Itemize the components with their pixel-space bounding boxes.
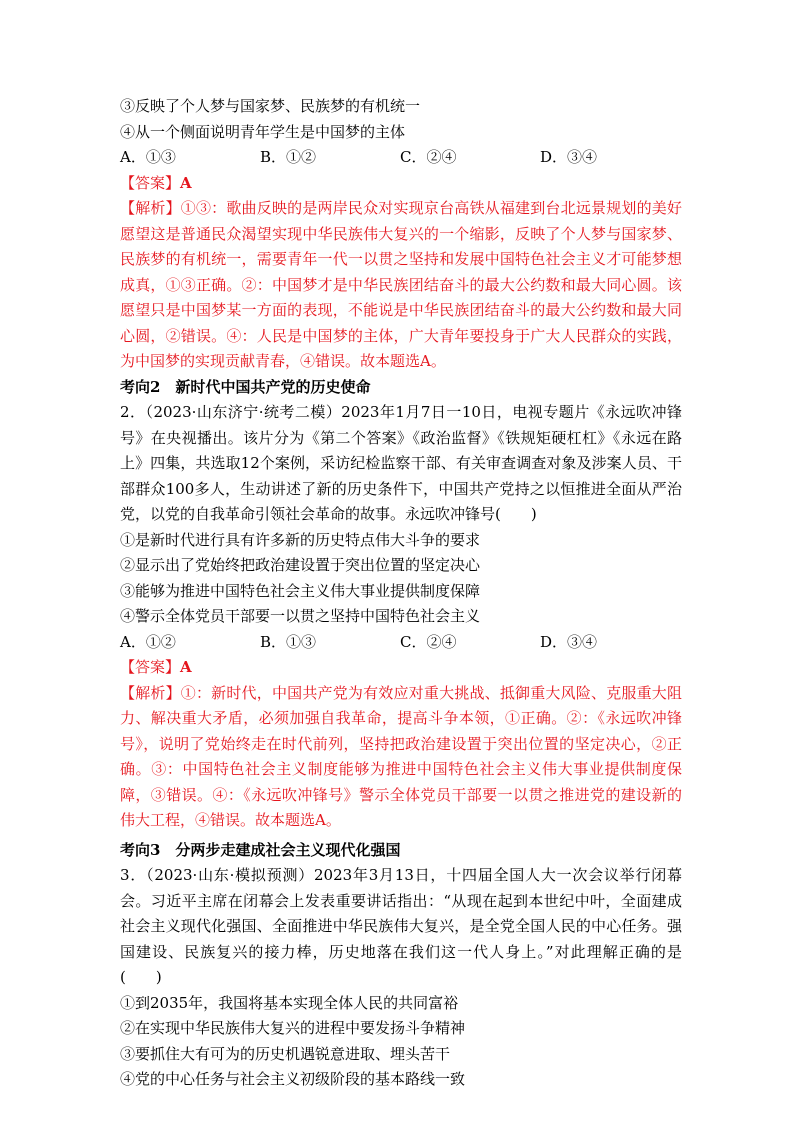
answer-tag: 【答案】 [120, 173, 181, 192]
q2-item-2: ②显示出了党始终把政治建设置于突出位置的坚定决心 [120, 556, 481, 574]
document-content [120, 94, 682, 1093]
q1-option-a: A．①③ [120, 148, 176, 166]
q1-options [120, 145, 682, 171]
analysis-text: ①③：歌曲反映的是两岸民众对实现京台高铁从福建到台北远景规划的美好愿望这是普通民众渴望实现中华民族伟大复兴的一个缩影，反映了个人梦与国家梦、民族梦的有机统一，需要青年一代一以贯之坚持和发展中国特色社会主义才可能梦想成真，①③正确。②：中国梦才是中华民族团结奋斗的最大公约数和最大同心圆。该愿望只是中国梦某一方面的表现，不能说是中华民族团结奋斗的最大公约数和最大同心圆，②错误。④：人民是中国梦的主体，广大青年要投身于广大人民群众的实践，为中国梦的实现贡献青春，④错误。故本题选A。 [120, 199, 682, 370]
q2-analysis [120, 681, 682, 834]
analysis-text: ①：新时代，中国共产党为有效应对重大挑战、抵御重大风险、克服重大阻力、解决重大矛盾，必须加强自我革命，提高斗争本领，①正确。②：《永远吹冲锋号》，说明了党始终走在时代前列，坚持把政治建设置于突出位置的坚定决心，②正确。③：中国特色社会主义制度能够为推进中国特色社会主义伟大事业提供制度保障，③错误。④：《永远吹冲锋号》警示全体党员干部要一以贯之推进党的建设新的伟大工程，④错误。故本题选A。 [120, 683, 682, 829]
q2-option-b: B．①③ [260, 632, 317, 651]
q1-option-c: C．②④ [400, 148, 457, 166]
q3-stem: 3．（2023·山东·模拟预测）2023年3月13日，十四届全国人大一次会议举行闭幕会。习近平主席在闭幕会上发表重要讲话指出：“从现在起到本世纪中叶，全面建成社会主义现代化强国、全面推进中华民族伟大复兴，是全党全国人民的中心任务。强国建设、民族复兴的接力棒，历史地落在我们这一代人身上。”对此理解正确的是( ) [120, 866, 682, 986]
q2-item-1: ①是新时代进行具有许多新的历史特点伟大斗争的要求 [120, 530, 481, 549]
answer-value: A [180, 658, 192, 676]
q2-option-c: C．②④ [400, 632, 457, 651]
q3-item-3: ③要抓住大有可为的历史机遇锐意进取、埋头苦干 [120, 1044, 451, 1063]
q2-item-3: ③能够为推进中国特色社会主义伟大事业提供制度保障 [120, 581, 481, 600]
section-2-heading: 考向2 新时代中国共产党的历史使命 [120, 377, 371, 396]
q2-option-a: A．①② [120, 632, 176, 651]
q2-answer [120, 655, 682, 681]
q1-analysis [120, 196, 682, 375]
q2-item-4: ④警示全体党员干部要一以贯之坚持中国特色社会主义 [120, 607, 481, 625]
analysis-tag: 【解析】 [120, 199, 181, 217]
answer-value: A [180, 173, 192, 192]
q3-item-2: ②在实现中华民族伟大复兴的进程中要发扬斗争精神 [120, 1019, 466, 1037]
q1-option-d: D．③④ [540, 148, 598, 166]
section-3-heading: 考向3 分两步走建成社会主义现代化强国 [120, 840, 401, 859]
q1-item-3: ③反映了个人梦与国家梦、民族梦的有机统一 [120, 97, 421, 115]
q2-stem: 2．（2023·山东济宁·统考二模）2023年1月7日一10日，电视专题片《永远吹冲锋号》在央视播出。该片分为《第二个答案》《政治监督》《铁规矩硬杠杠》《永远在路上》四集，共选取12个案例，采访纪检监察干部、有关审查调查对象及涉案人员、干部群众100多人，生动讲述了新的历史条件下，中国共产党持之以恒推进全面从严治党，以党的自我革命引领社会革命的故事。永远吹冲锋号( ) [120, 403, 682, 523]
q2-option-d: D．③④ [540, 632, 598, 651]
analysis-tag: 【解析】 [120, 683, 181, 702]
q1-option-b: B．①② [260, 148, 317, 166]
q3-item-4: ④党的中心任务与社会主义初级阶段的基本路线一致 [120, 1070, 466, 1088]
q3-item-1: ①到2035年，我国将基本实现全体人民的共同富裕 [120, 993, 459, 1012]
q1-item-4: ④从一个侧面说明青年学生是中国梦的主体 [120, 122, 406, 141]
q1-answer [120, 171, 682, 197]
answer-tag: 【答案】 [120, 658, 181, 676]
q2-options [120, 630, 682, 656]
